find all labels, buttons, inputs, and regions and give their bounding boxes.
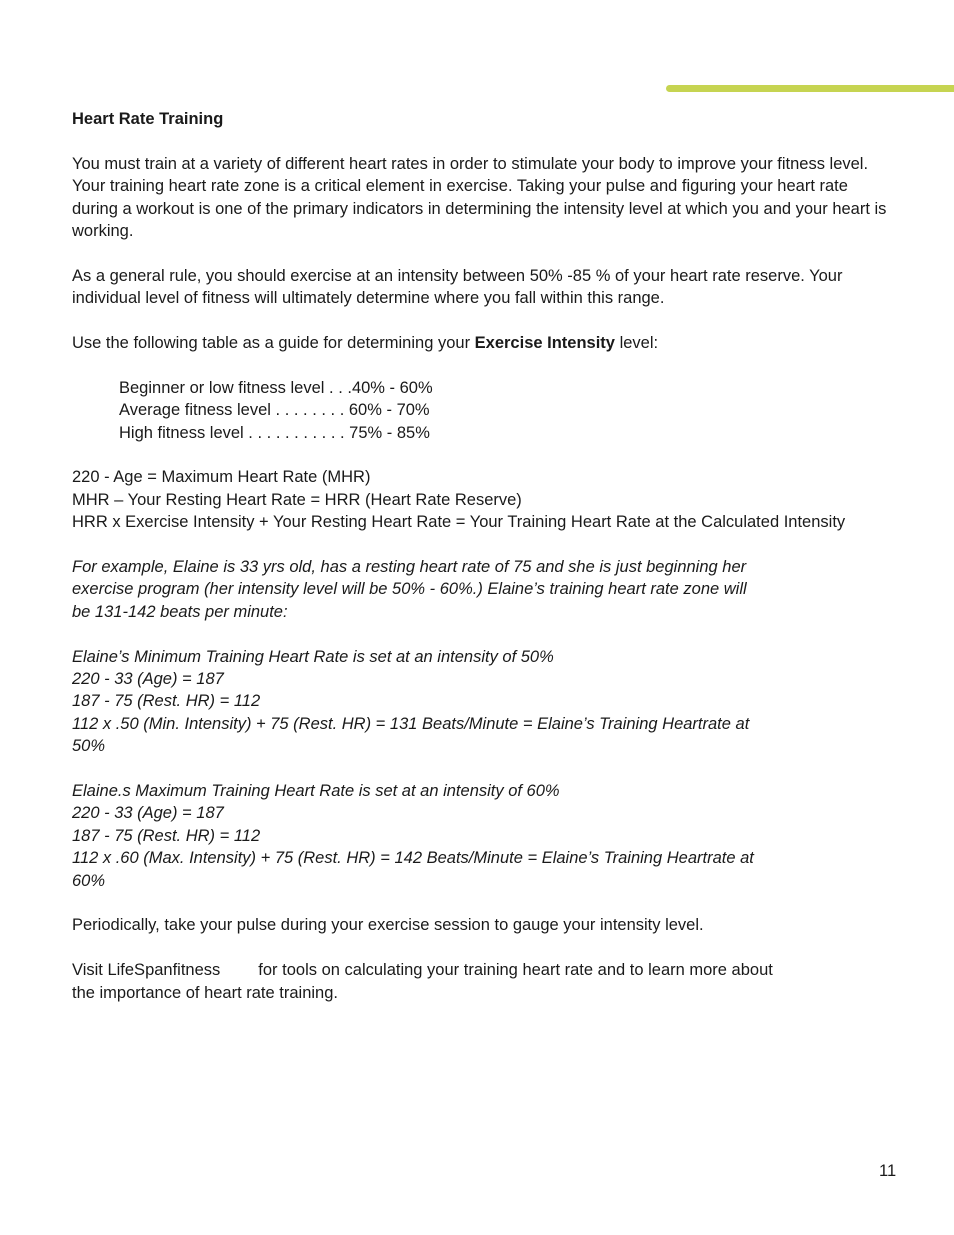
intensity-row-high: High fitness level . . . . . . . . . . . 75% - 85% [119, 423, 430, 442]
formula-hrr: MHR – Your Resting Heart Rate = HRR (Heart Rate Reserve) [72, 490, 522, 509]
example-max-line: Elaine.s Maximum Training Heart Rate is set at an intensity of 60% [72, 782, 560, 801]
example-max-line: 220 - 33 (Age) = 187 [72, 804, 224, 823]
example-min-line: 50% [72, 737, 106, 756]
example-max-line: 60% [72, 871, 106, 890]
intensity-table [72, 377, 892, 444]
visit-prefix: Visit LifeSpanfitness [72, 961, 221, 980]
example-maximum [72, 780, 892, 892]
example-intro-line: be 131-142 beats per minute: [72, 602, 288, 621]
table-guide-text: Use the following table as a guide for determining your [72, 334, 475, 353]
example-max-line: 112 x .60 (Max. Intensity) + 75 (Rest. HR) = 142 Beats/Minute = Elaine’s Training Heartrate at [72, 849, 754, 868]
header-accent-bar [666, 85, 954, 92]
general-rule-paragraph: As a general rule, you should exercise at an intensity between 50% -85 % of your heart rate reserve. Your individual level of fitness will ultimately determine where you fall within this range. [72, 266, 843, 308]
section-title: Heart Rate Training [72, 110, 224, 128]
visit-line-2: the importance of heart rate training. [72, 983, 338, 1002]
example-min-line: Elaine’s Minimum Training Heart Rate is set at an intensity of 50% [72, 647, 554, 666]
page-number: 11 [879, 1162, 897, 1180]
visit-paragraph [72, 959, 892, 1004]
example-min-line: 220 - 33 (Age) = 187 [72, 670, 224, 689]
pulse-tip-paragraph: Periodically, take your pulse during your exercise session to gauge your intensity level. [72, 916, 704, 935]
example-intro-line: exercise program (her intensity level will be 50% - 60%.) Elaine’s training heart rate zone will [72, 580, 747, 599]
visit-line [72, 959, 892, 981]
document-body [72, 108, 892, 1026]
intro-paragraph: You must train at a variety of different heart rates in order to stimulate your body to improve your fitness level. Your training heart rate zone is a critical element in exercise. Taking your pulse and figuring your heart rate during a workout is one of the primary indicators in determining the intensity level at which you and your heart is working. [72, 154, 887, 241]
example-min-line: 187 - 75 (Rest. HR) = 112 [72, 692, 261, 711]
intensity-row-beginner: Beginner or low fitness level . . .40% - 60% [119, 378, 433, 397]
visit-suffix: for tools on calculating your training heart rate and to learn more about [258, 961, 773, 980]
intensity-row-average: Average fitness level . . . . . . . . 60% - 70% [119, 401, 430, 420]
example-intro [72, 556, 892, 623]
formula-training-hr: HRR x Exercise Intensity + Your Resting Heart Rate = Your Training Heart Rate at the Calculated Intensity [72, 513, 846, 532]
formula-mhr: 220 - Age = Maximum Heart Rate (MHR) [72, 468, 371, 487]
example-minimum [72, 646, 892, 758]
exercise-intensity-term: Exercise Intensity [474, 334, 615, 353]
example-min-line: 112 x .50 (Min. Intensity) + 75 (Rest. HR) = 131 Beats/Minute = Elaine’s Training Heartrate at [72, 714, 750, 733]
example-intro-line: For example, Elaine is 33 yrs old, has a resting heart rate of 75 and she is just beginning her [72, 558, 747, 577]
table-guide-text-end: level: [614, 334, 659, 353]
table-guide-paragraph [72, 332, 892, 354]
example-max-line: 187 - 75 (Rest. HR) = 112 [72, 826, 261, 845]
formula-block [72, 466, 892, 533]
